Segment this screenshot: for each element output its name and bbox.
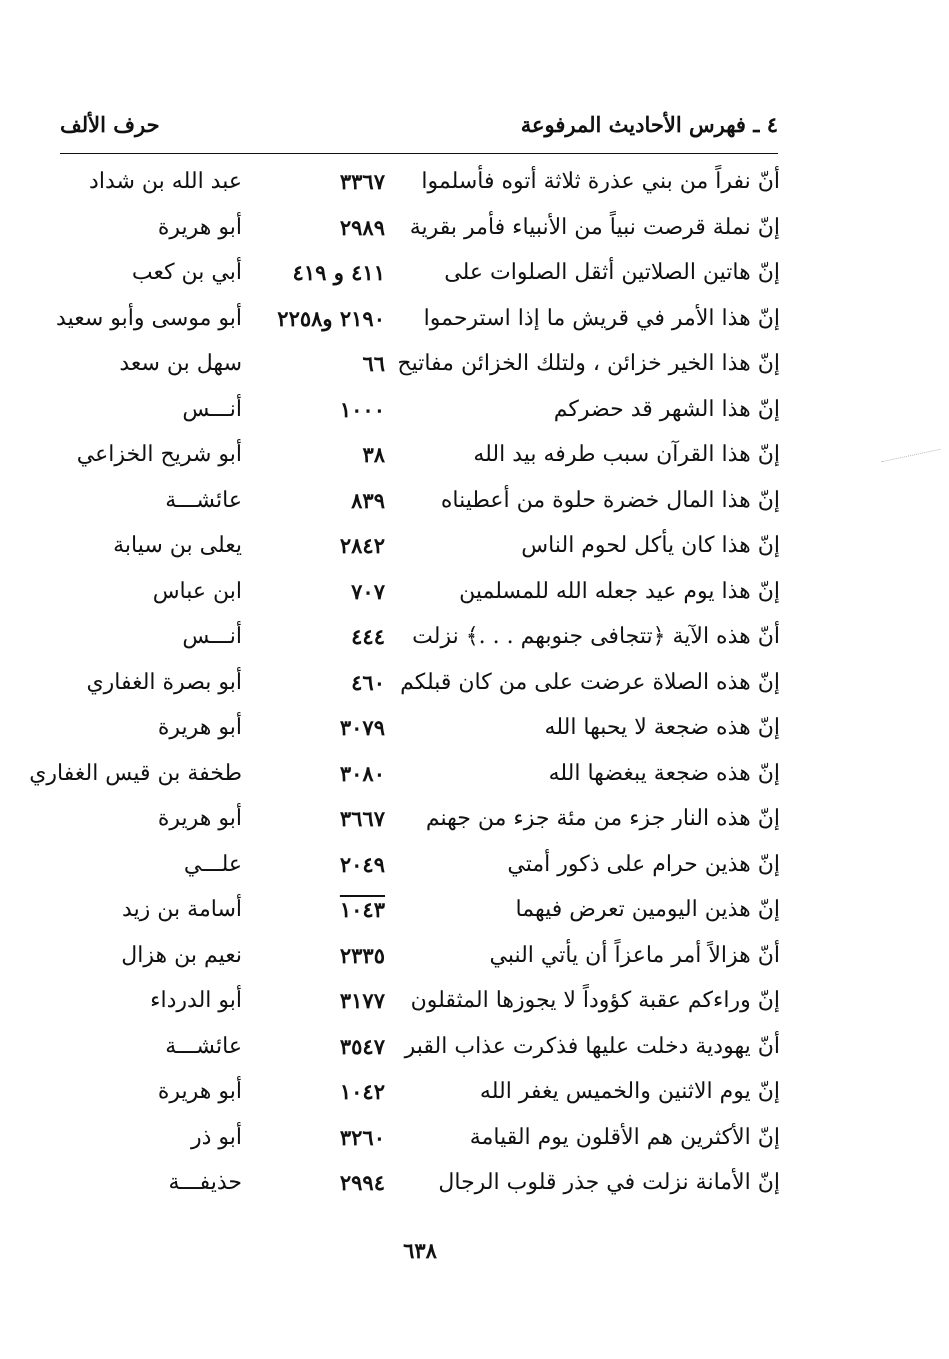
index-row: [40, 573, 780, 619]
narrator-name: أسامة بن زيد: [122, 897, 242, 922]
hadith-text: إنّ هذا يوم عيد جعله الله للمسلمين: [459, 578, 780, 604]
hadith-text: إنّ هذه الصلاة عرضت على من كان قبلكم: [400, 669, 780, 695]
hadith-text: أنّ هزالاً أمر ماعزاً أن يأتي النبي: [489, 942, 780, 968]
hadith-text: إنّ نملة قرصت نبياً من الأنبياء فأمر بقرية: [409, 214, 780, 240]
hadith-number: ٣٠٧٩: [339, 715, 385, 740]
running-header: [60, 112, 778, 152]
index-row: [40, 163, 780, 209]
index-row: [40, 345, 780, 391]
index-row: [40, 254, 780, 300]
index-row: [29, 755, 780, 801]
hadith-text: إنّ وراءكم عقبة كؤوداً لا يجوزها المثقلون: [410, 988, 780, 1013]
hadith-text: إنّ هذا المال خضرة حلوة من أعطيناه: [440, 487, 780, 513]
index-row: [40, 937, 780, 983]
narrator-name: عائشـــة: [165, 487, 242, 513]
narrator-name: أبو ذر: [190, 1124, 242, 1150]
hadith-text: إنّ هذه ضجعة يبغضها الله: [548, 760, 780, 786]
hadith-number: ١٠٤٢: [339, 1079, 385, 1104]
hadith-number: ٤٤٤: [351, 624, 385, 649]
hadith-number: ٣٣٦٧: [339, 169, 385, 194]
hadith-text: إنّ هذا القرآن سبب طرفه بيد الله: [473, 442, 780, 467]
hadith-number: ٣٢٦٠: [339, 1124, 385, 1150]
narrator-name: عبد الله بن شداد: [89, 169, 242, 194]
hadith-text: إنّ هذه النار جزء من مئة جزء من جهنم: [425, 806, 780, 831]
narrator-name: عائشـــة: [165, 1033, 242, 1059]
narrator-name: أبو بصرة الغفاري: [86, 669, 242, 695]
hadith-number: ١٠٠٠: [339, 396, 385, 422]
hadith-text: إنّ الأمانة نزلت في جذر قلوب الرجال: [438, 1170, 780, 1195]
hadith-number: ٢٨٤٢: [339, 533, 385, 558]
hadith-number: ٢٩٩٤: [339, 1170, 385, 1195]
hadith-number: ٣٠٨٠: [339, 760, 385, 786]
index-row: [40, 391, 780, 437]
index-row: [40, 846, 780, 892]
hadith-number: ٢٠٤٩: [339, 851, 385, 877]
index-row: [40, 1119, 780, 1165]
hadith-text: إنّ هذين حرام على ذكور أمتي: [507, 851, 780, 877]
hadith-number: ٤١١ و ٤١٩: [292, 260, 385, 285]
narrator-name: أبو الدرداء: [150, 988, 242, 1013]
narrator-name: أبو هريرة: [157, 715, 242, 740]
narrator-name: طخفة بن قيس الغفاري: [29, 760, 242, 786]
index-row: [40, 527, 780, 573]
narrator-name: أبو هريرة: [157, 1079, 242, 1104]
hadith-number: ٣٥٤٧: [339, 1033, 385, 1059]
index-row: [40, 1164, 780, 1210]
hadith-number: ٧٠٧: [351, 578, 385, 604]
hadith-text: إنّ هذه ضجعة لا يحبها الله: [544, 715, 780, 740]
index-row: [40, 1073, 780, 1119]
section-title: ٤ ـ فهرس الأحاديث المرفوعة: [520, 112, 778, 137]
index-row: [40, 482, 780, 528]
index-row: [40, 618, 780, 664]
index-row: [40, 800, 780, 846]
margin-smudge: [882, 449, 941, 462]
index-row: [40, 891, 780, 937]
narrator-name: يعلى بن سيابة: [113, 533, 242, 558]
narrator-name: ابن عباس: [152, 578, 242, 604]
narrator-name: أبو شريح الخزاعي: [76, 442, 242, 467]
hadith-text: أنّ نفراً من بني عذرة ثلاثة أتوه فأسلموا: [421, 169, 780, 194]
hadith-number: ١٠٤٣: [339, 897, 385, 922]
index-row: [40, 709, 780, 755]
hadith-text: إنّ الأكثرين هم الأقلون يوم القيامة: [469, 1124, 780, 1150]
narrator-name: أبي بن كعب: [131, 260, 242, 285]
hadith-number: ٢٣٣٥: [339, 942, 385, 968]
index-row: [40, 982, 780, 1028]
index-row: [40, 664, 780, 710]
narrator-name: نعيم بن هزال: [121, 942, 242, 968]
hadith-text: إنّ يوم الاثنين والخميس يغفر الله: [479, 1079, 780, 1104]
page-number: ٦٣٨: [403, 1238, 437, 1263]
hadith-text: إنّ هاتين الصلاتين أثقل الصلوات على: [444, 260, 780, 285]
chapter-title: حرف الألف: [60, 112, 160, 137]
hadith-number: ٣٨: [362, 442, 385, 467]
narrator-name: أبو هريرة: [157, 806, 242, 831]
narrator-name: علـــي: [183, 851, 242, 877]
hadith-number: ٢٩٨٩: [339, 214, 385, 240]
hadith-number: ٤٦٠: [351, 669, 385, 695]
hadith-index-list: [29, 163, 780, 1210]
index-row: [40, 300, 780, 346]
narrator-name: سهل بن سعد: [119, 351, 242, 376]
hadith-number: ٨٣٩: [351, 487, 385, 513]
narrator-name: أبو هريرة: [157, 214, 242, 240]
index-row: [40, 1028, 780, 1074]
hadith-text: إنّ هذا كان يأكل لحوم الناس: [521, 533, 780, 558]
narrator-name: أنـــس: [182, 396, 242, 422]
header-divider: [60, 153, 778, 154]
narrator-name: حذيفـــة: [168, 1170, 242, 1195]
hadith-text: أنّ يهودية دخلت عليها فذكرت عذاب القبر: [404, 1033, 780, 1059]
hadith-text: أنّ هذه الآية ﴿تتجافى جنوبهم . . .﴾ نزلت: [412, 624, 780, 649]
hadith-number: ٦٦: [362, 351, 385, 376]
index-row: [40, 209, 780, 255]
hadith-text: إنّ هذا الأمر في قريش ما إذا استرحموا: [423, 305, 780, 331]
narrator-name: أبو موسى وأبو سعيد: [56, 305, 242, 331]
hadith-number: ٢١٩٠ و٢٢٥٨: [277, 305, 385, 331]
hadith-text: إنّ هذين اليومين تعرض فيهما: [515, 897, 780, 922]
hadith-text: إنّ هذا الخير خزائن ، ولتلك الخزائن مفاتيح: [397, 351, 780, 376]
hadith-number: ٣١٧٧: [339, 988, 385, 1013]
hadith-text: إنّ هذا الشهر قد حضركم: [553, 396, 780, 422]
hadith-number: ٣٦٦٧: [339, 806, 385, 831]
narrator-name: أنـــس: [182, 624, 242, 649]
index-row: [40, 436, 780, 482]
